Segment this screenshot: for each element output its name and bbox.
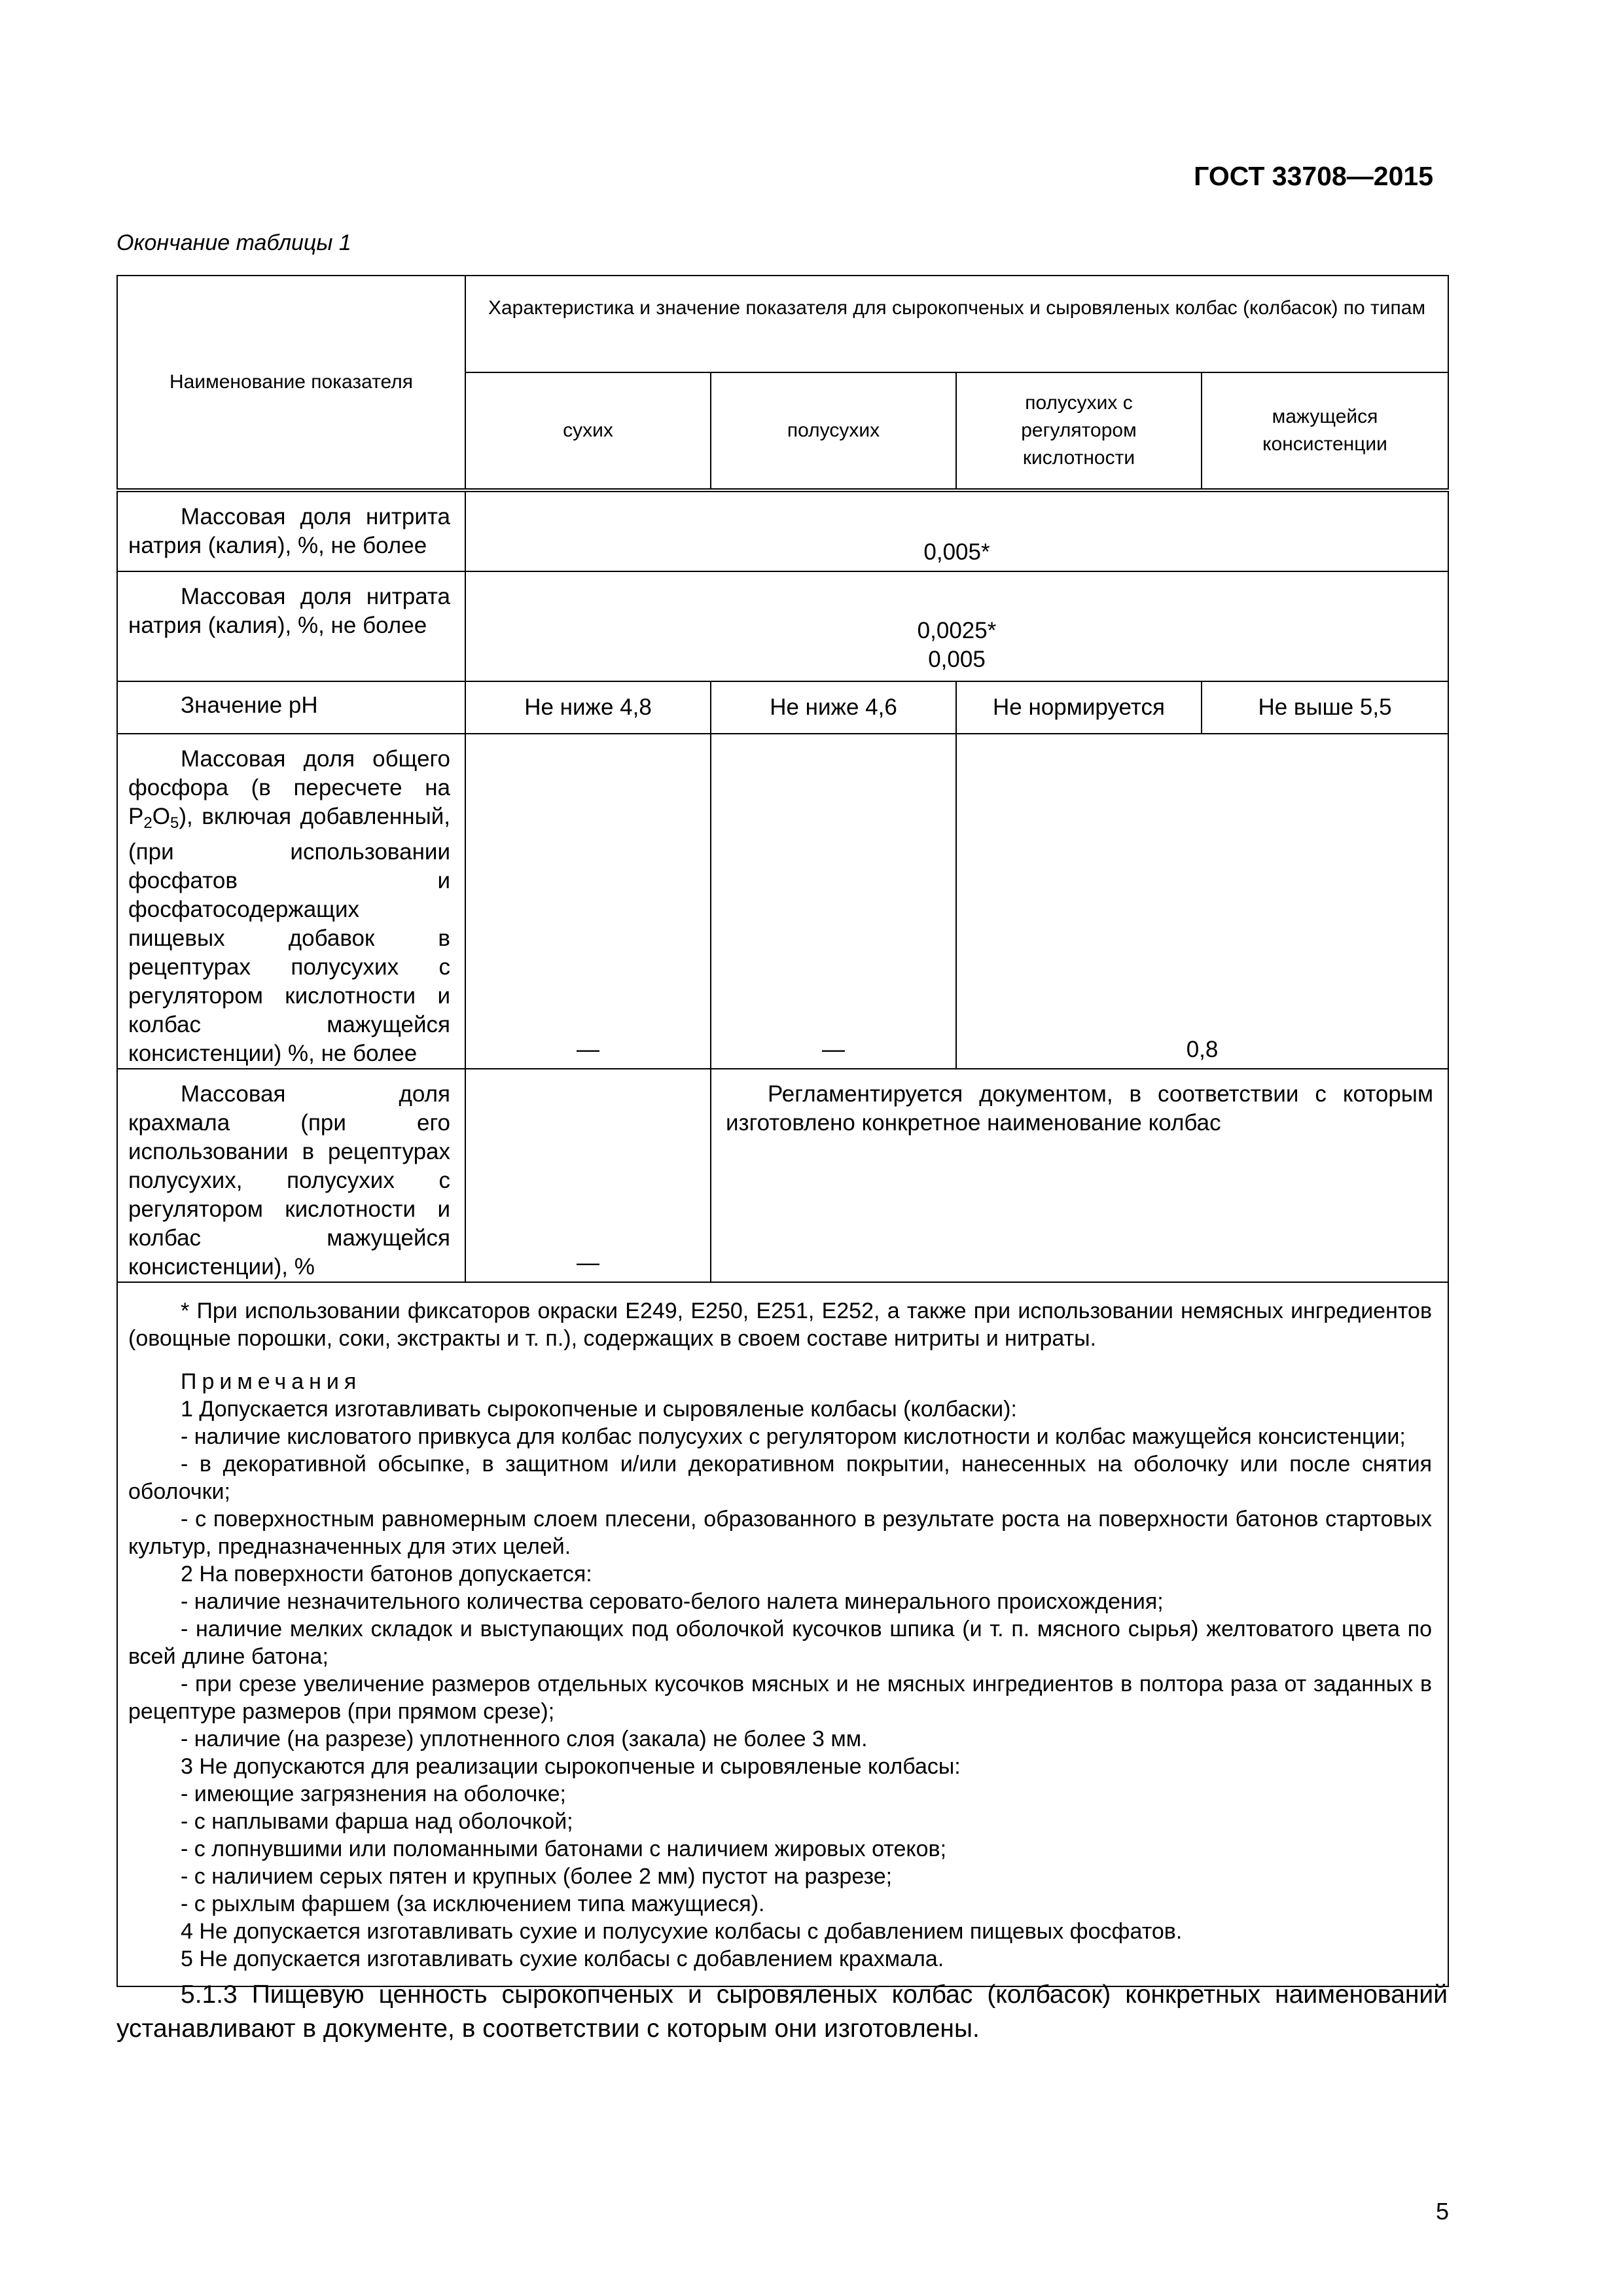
type-header-semi-dry: полусухих (711, 372, 956, 490)
value-phosphorus-semi-dry: — (711, 734, 956, 1069)
row-name-phosphorus: Массовая доля общего фосфора (в пересчете на $P_2O_5$), включая добавленный, (при использовании фосфатов и фосфатосодержащих пищевых добавок в рецептурах полусухих с регулятором кислотности и колбас мажущейся консистенции) %, не более (117, 734, 465, 1069)
page-number: 5 (1435, 2198, 1449, 2225)
value-ph-semi-dry-acidity: Не нормируется (956, 681, 1202, 734)
table-row-starch (117, 1069, 1448, 1282)
note-item: - имеющие загрязнения на оболочке; (181, 1782, 566, 1806)
note-item: - наличие незначительного количества серовато-белого налета минерального происхождения; (181, 1589, 1164, 1614)
table-row-phosphorus (117, 734, 1448, 1069)
table-row-nitrate (117, 571, 1448, 681)
note-item: - с лопнувшими или поломанными батонами с наличием жировых отеков; (181, 1837, 947, 1861)
note-item: 4 Не допускается изготавливать сухие и полусухие колбасы с добавлением пищевых фосфатов. (181, 1919, 1183, 1944)
note-item: - при срезе увеличение размеров отдельных кусочков мясных и не мясных ингредиентов в полтора раза от заданных в рецептуре размеров (при прямом срезе); (128, 1672, 1433, 1724)
value-nitrite: 0,005* (465, 490, 1448, 571)
value-phosphorus-other: 0,8 (956, 734, 1448, 1069)
value-nitrate: 0,0025* 0,005 (465, 571, 1448, 681)
row-name-ph: Значение pH (117, 681, 465, 734)
column-header-name: Наименование показателя (117, 276, 465, 490)
footnote: * При использовании фиксаторов окраски Е249, Е250, Е251, Е252, а также при использовании немясных ингредиентов (овощные порошки, соки, экстракты и т. п.), содержащих в своем составе нитриты и нитраты. (128, 1299, 1433, 1351)
value-phosphorus-dry: — (465, 734, 711, 1069)
value-starch-regulated: Регламентируется документом, в соответствии с которым изготовлено конкретное наименование колбас (711, 1069, 1448, 1282)
type-header-dry: сухих (465, 372, 711, 490)
note-item: - с наличием серых пятен и крупных (более 2 мм) пустот на разрезе; (181, 1864, 893, 1889)
note-item: 3 Не допускаются для реализации сырокопченые и сыровяленые колбасы: (181, 1754, 961, 1779)
note-item: - с наплывами фарша над оболочкой; (181, 1809, 573, 1834)
value-starch-dry: — (465, 1069, 711, 1282)
note-item: 1 Допускается изготавливать сырокопченые и сыровяленые колбасы (колбаски): (181, 1397, 1017, 1422)
row-name-nitrate: Массовая доля нитрата натрия (калия), %, не более (117, 571, 465, 681)
type-header-spreadable: мажущейся консистенции (1202, 372, 1448, 490)
note-item: - наличие кисловатого привкуса для колбас полусухих с регулятором кислотности и колбас мажущейся консистенции; (181, 1424, 1406, 1449)
value-ph-semi-dry: Не ниже 4,6 (711, 681, 956, 734)
note-item: - в декоративной обсыпке, в защитном и/или декоративном покрытии, нанесенных на оболочку или после снятия оболочки; (128, 1452, 1433, 1504)
note-item: - наличие (на разрезе) уплотненного слоя (закала) не более 3 мм. (181, 1727, 868, 1751)
row-name-starch: Массовая доля крахмала (при его использовании в рецептурах полусухих, полусухих с регулятором кислотности и колбас мажущейся консистенции), % (117, 1069, 465, 1282)
note-item: 5 Не допускается изготавливать сухие колбасы с добавлением крахмала. (181, 1946, 944, 1971)
type-header-semi-dry-acidity: полусухих с регулятором кислотности (956, 372, 1202, 490)
note-item: - с поверхностным равномерным слоем плесени, образованного в результате роста на поверхности батонов стартовых культур, предназначенных для этих целей. (128, 1507, 1433, 1559)
notes-title: Примечания (181, 1369, 362, 1394)
note-item: - с рыхлым фаршем (за исключением типа мажущиеся). (181, 1892, 765, 1916)
table-notes (117, 1282, 1448, 1986)
note-item: 2 На поверхности батонов допускается: (181, 1562, 592, 1587)
document-code: ГОСТ 33708—2015 (1194, 161, 1433, 191)
indicators-table (116, 275, 1449, 1987)
table-caption: Окончание таблицы 1 (116, 230, 351, 255)
value-ph-dry: Не ниже 4,8 (465, 681, 711, 734)
note-item: - наличие мелких складок и выступающих под оболочкой кусочков шпика (и т. п. мясного сырья) желтоватого цвета по всей длине батона; (128, 1617, 1433, 1669)
table-row-notes (117, 1282, 1448, 1986)
column-group-header: Характеристика и значение показателя для сырокопченых и сыровяленых колбас (колбасок) по типам (465, 276, 1448, 372)
table-row-nitrite (117, 490, 1448, 571)
table-row-ph (117, 681, 1448, 734)
value-ph-spreadable: Не выше 5,5 (1202, 681, 1448, 734)
paragraph-5-1-3: 5.1.3 Пищевую ценность сырокопченых и сыровяленых колбас (колбасок) конкретных наименований устанавливают в документе, в соответствии с которым они изготовлены. (116, 1981, 1448, 2043)
row-name-nitrite: Массовая доля нитрита натрия (калия), %, не более (117, 490, 465, 571)
